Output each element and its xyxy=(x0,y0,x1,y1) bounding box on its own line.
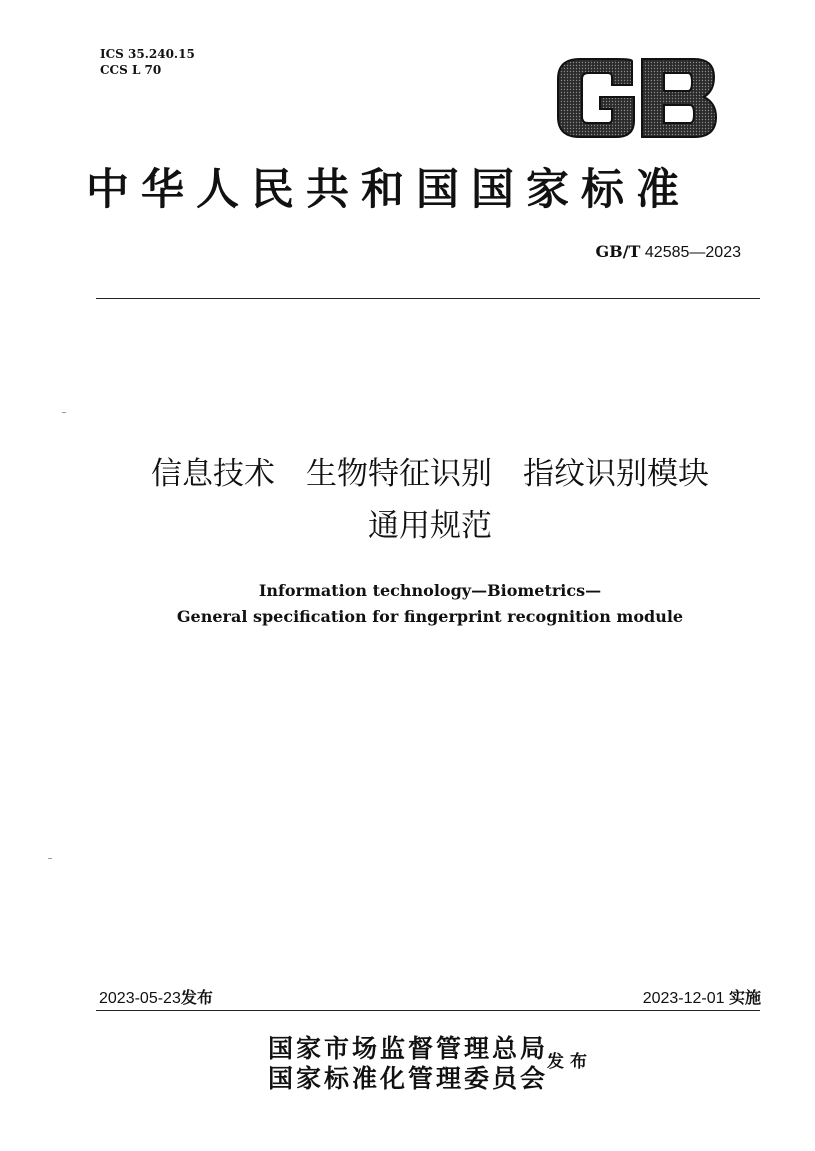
issuer-line-1: 国家市场监督管理总局 xyxy=(268,1034,549,1063)
standard-number xyxy=(540,242,741,263)
gb-logo-icon xyxy=(554,55,718,141)
publish-date-label: 发布 xyxy=(180,988,213,1007)
scan-speck xyxy=(48,858,52,859)
english-title-line-1: Information technology—Biometrics— xyxy=(258,581,602,600)
publish-date xyxy=(99,988,213,1009)
implement-date-value: 2023-12-01 xyxy=(642,990,725,1007)
standard-id: 42585—2023 xyxy=(644,244,741,261)
scan-speck xyxy=(62,412,66,413)
english-title-line-2: General specification for fingerprint recognition module xyxy=(176,607,684,626)
standard-prefix: GB/T xyxy=(595,242,641,261)
national-standard-title: 中华人民共和国国家标准 xyxy=(86,165,691,215)
issue-label: 发布 xyxy=(547,1052,593,1072)
publish-date-value: 2023-05-23 xyxy=(99,990,181,1007)
issuer-line-2: 国家标准化管理委员会 xyxy=(268,1064,549,1093)
bottom-divider xyxy=(96,1010,760,1011)
chinese-title-line-1: 信息技术 生物特征识别 指纹识别模块 xyxy=(151,456,709,492)
implement-date-label: 实施 xyxy=(728,988,761,1007)
ccs-code: CCS L 70 xyxy=(100,63,162,77)
implement-date xyxy=(560,988,761,1009)
chinese-title-line-2: 通用规范 xyxy=(368,508,492,544)
ics-code: ICS 35.240.15 xyxy=(100,47,195,61)
top-divider xyxy=(96,298,760,299)
